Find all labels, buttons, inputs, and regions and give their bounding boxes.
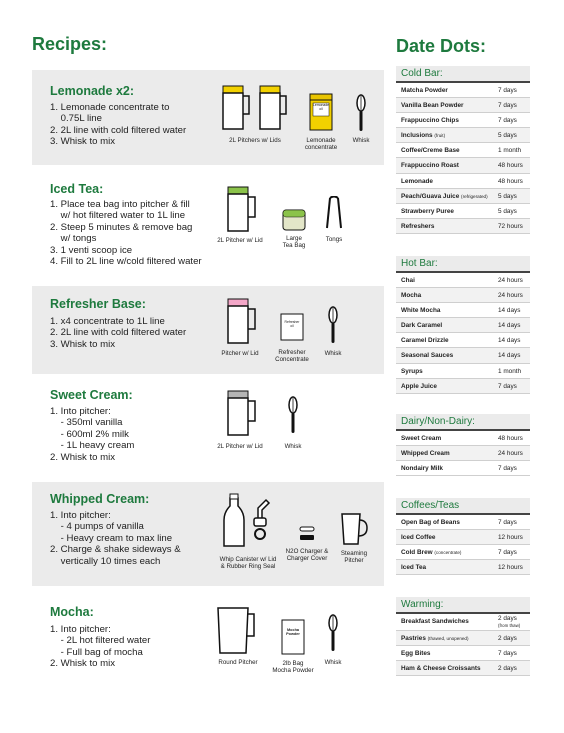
date-dots-hot-bar: [396, 256, 530, 394]
item-shelf-life: 2 days: [498, 635, 517, 642]
mocha-powder-bag-icon: [270, 618, 316, 656]
item-shelf-life: 24 hours: [498, 450, 523, 458]
date-row: [396, 560, 530, 575]
equipment-whisk: [346, 94, 376, 154]
date-row: [396, 545, 530, 560]
item-shelf-life: 24 hours: [498, 277, 523, 284]
pitcher-pink-lid-icon: [212, 296, 268, 346]
item-shelf-life: 7 days: [498, 549, 517, 557]
mocha-bag-box-text: Mocha Powder: [286, 628, 300, 637]
recipe-step: 1. Into pitcher:: [50, 624, 111, 635]
recipe-step: 2. Steep 5 minutes & remove bag: [50, 221, 193, 233]
recipe-title: Refresher Base:: [50, 297, 146, 311]
equipment-whisk: [278, 396, 308, 456]
date-row: [396, 461, 530, 476]
item-name-text: Pastries: [401, 635, 426, 642]
equipment-pitcher: [208, 388, 272, 468]
equipment-n2o-charger: [282, 524, 332, 574]
date-row: [396, 379, 530, 394]
round-pitcher-icon: [208, 606, 268, 656]
recipe-steps: [50, 102, 225, 148]
item-name: Iced Tea: [401, 564, 427, 572]
item-shelf-life: 14 days: [498, 322, 521, 330]
whip-canister-icon: [216, 490, 280, 550]
item-note: (concentrate): [434, 550, 462, 556]
item-name: Coffee/Creme Base: [401, 147, 460, 155]
recipe-steps: [50, 510, 225, 567]
date-row: [396, 348, 530, 363]
item-shelf-life: 12 hours: [498, 534, 523, 542]
recipe-title: Sweet Cream:: [50, 388, 133, 402]
whisk-icon: [278, 396, 308, 436]
date-dots-cold-bar: [396, 66, 530, 234]
equipment-whip-canister: [216, 490, 280, 580]
item-name: Lemonade: [401, 177, 433, 185]
item-name: [401, 545, 461, 560]
item-shelf-life: 48 hours: [498, 162, 523, 170]
item-name: Apple Juice: [401, 382, 437, 390]
date-dots-title: Date Dots:: [396, 36, 487, 56]
date-row: [396, 113, 530, 128]
equipment-label: Refresher Concentrate: [275, 349, 309, 364]
item-name: Vanilla Bean Powder: [401, 102, 464, 110]
item-shelf-life: 14 days: [498, 307, 521, 315]
recipe-step: 1. Into pitcher:: [50, 406, 111, 417]
date-row: [396, 614, 530, 631]
item-name: Refreshers: [401, 222, 435, 230]
item-name: [401, 128, 445, 143]
item-value-note: (from thaw): [498, 622, 521, 628]
equipment-label: 2L Pitcher w/ Lid: [217, 443, 263, 450]
item-shelf-life: 1 month: [498, 147, 522, 155]
tea-bag-icon: [278, 208, 310, 232]
item-shelf-life: 7 days: [498, 519, 517, 526]
item-shelf-life: 7 days: [498, 87, 517, 94]
recipe-step: - Full bag of mocha: [50, 646, 143, 658]
recipe-step: 3. Whisk to mix: [50, 338, 116, 350]
recipe-iced-tea: [32, 170, 384, 280]
date-row: [396, 364, 530, 379]
recipe-step: 2. 2L line with cold filtered water: [50, 124, 187, 136]
item-shelf-life: 48 hours: [498, 435, 523, 442]
concentrate-box-text: Lemonade oil: [313, 103, 330, 111]
item-name: Chai: [401, 277, 415, 284]
recipe-step: w/ tongs: [50, 233, 97, 245]
recipe-step: 0.75L line: [50, 113, 102, 125]
equipment-label: Whisk: [324, 659, 342, 666]
recipe-step: 4. Fill to 2L line w/cold filtered water: [50, 256, 202, 268]
equipment-label: 2L Pitchers w/ Lids: [229, 137, 281, 144]
recipe-step: - 2L hot filtered water: [50, 635, 151, 647]
equipment-concentrate: [270, 312, 314, 372]
date-row: [396, 661, 530, 676]
item-shelf-life: 7 days: [498, 382, 517, 390]
item-name: [401, 631, 469, 646]
equipment-label: Steaming Pitcher: [340, 550, 368, 565]
section-title: Coffees/Teas: [396, 498, 530, 513]
whisk-icon: [346, 94, 376, 134]
recipe-steps: [50, 624, 225, 670]
section-title: Dairy/Non-Dairy:: [396, 414, 530, 429]
item-name: Sweet Cream: [401, 435, 442, 442]
date-row: [396, 143, 530, 158]
item-name: Ham & Cheese Croissants: [401, 665, 481, 673]
n2o-charger-icon: [282, 524, 332, 544]
recipe-title: Mocha:: [50, 605, 94, 619]
pitcher-green-lid-icon: [212, 184, 268, 234]
equipment-concentrate: [298, 92, 344, 162]
section-title: Cold Bar:: [396, 66, 530, 81]
item-note: (refrigerated): [461, 193, 488, 199]
item-name: Nondairy Milk: [401, 465, 443, 473]
equipment-label: Round Pitcher: [218, 659, 258, 666]
equipment-label: Whip Canister w/ Lid & Rubber Ring Seal: [219, 556, 277, 571]
lemonade-concentrate-icon: [298, 92, 344, 132]
tongs-icon: [318, 196, 350, 232]
recipe-steps: [50, 406, 225, 463]
date-row: [396, 273, 530, 288]
whisk-icon: [318, 614, 348, 654]
item-name: Seasonal Sauces: [401, 352, 454, 360]
equipment-tea-bag: [278, 208, 310, 268]
item-shelf-life: 5 days: [498, 192, 517, 200]
equipment-whisk: [318, 614, 348, 674]
item-name: Frappuccino Roast: [401, 162, 459, 170]
item-shelf-life: [498, 616, 520, 629]
equipment-pitchers: [220, 82, 290, 162]
recipe-step: - 1L heavy cream: [50, 440, 135, 452]
date-row: [396, 189, 530, 204]
recipe-step: vertically 10 times each: [50, 555, 161, 567]
item-shelf-life: 24 hours: [498, 292, 523, 300]
recipe-steps: [50, 316, 225, 350]
section-title: Warming:: [396, 597, 530, 612]
date-row: [396, 530, 530, 545]
recipe-title: Lemonade x2:: [50, 84, 135, 98]
date-row: [396, 158, 530, 173]
equipment-round-pitcher: [208, 606, 268, 676]
item-shelf-life: 12 hours: [498, 564, 523, 572]
item-name: Egg Bites: [401, 650, 431, 658]
item-name: Iced Coffee: [401, 534, 436, 542]
date-row: [396, 303, 530, 318]
recipe-step: 1. x4 concentrate to 1L line: [50, 316, 165, 327]
two-pitchers-yellow-lids-icon: [220, 82, 290, 132]
recipe-step: 3. 1 venti scoop ice: [50, 244, 133, 256]
whisk-icon: [318, 306, 348, 346]
recipes-title: Recipes:: [32, 34, 108, 54]
date-dots-dairy: [396, 414, 530, 476]
item-shelf-life: 14 days: [498, 337, 521, 345]
pitcher-gray-lid-icon: [208, 388, 272, 438]
item-shelf-life: 72 hours: [498, 222, 523, 230]
date-row: [396, 83, 530, 98]
recipe-title: Whipped Cream:: [50, 492, 150, 506]
date-dots-warming: [396, 597, 530, 676]
item-name: Matcha Powder: [401, 87, 448, 94]
date-dots-coffees-teas: [396, 498, 530, 575]
equipment-label: Pitcher w/ Lid: [221, 350, 259, 357]
item-name: Whipped Cream: [401, 450, 450, 458]
date-row: [396, 204, 530, 219]
date-row: [396, 631, 530, 646]
item-note: (fruit): [434, 133, 446, 139]
equipment-label: Tongs: [325, 236, 343, 243]
item-name: Breakfast Sandwiches: [401, 618, 469, 625]
item-shelf-life: 1 month: [498, 367, 522, 375]
date-row: [396, 446, 530, 461]
equipment-mocha-bag: [270, 618, 316, 688]
date-row: [396, 98, 530, 113]
item-name: Mocha: [401, 292, 422, 300]
recipe-step: - 350ml vanilla: [50, 417, 123, 429]
date-row: [396, 646, 530, 661]
recipe-sweet-cream: [32, 378, 384, 478]
date-row: [396, 288, 530, 303]
item-name: Frappuccino Chips: [401, 117, 459, 125]
concentrate-box-text: Refresher oil: [284, 320, 300, 328]
equipment-pitcher: [212, 184, 268, 264]
date-row: [396, 333, 530, 348]
date-row: [396, 431, 530, 446]
recipe-title: Iced Tea:: [50, 182, 104, 196]
date-row: [396, 128, 530, 143]
equipment-label: Whisk: [324, 350, 342, 357]
item-shelf-life: 7 days: [498, 650, 517, 658]
item-shelf-life: 2 days: [498, 665, 517, 673]
item-name: [401, 189, 488, 204]
item-name: Syrups: [401, 367, 423, 375]
recipe-step: - 600ml 2% milk: [50, 428, 129, 440]
recipe-step: 3. Whisk to mix: [50, 136, 116, 148]
item-shelf-life: 48 hours: [498, 177, 523, 185]
item-name-text: Cold Brew: [401, 549, 433, 557]
item-shelf-life: 7 days: [498, 117, 517, 125]
item-name: Dark Caramel: [401, 322, 443, 330]
equipment-tongs: [318, 196, 350, 256]
item-shelf-life-value: 2 days: [498, 615, 517, 622]
item-name: Strawberry Puree: [401, 207, 454, 215]
item-name: Open Bag of Beans: [401, 519, 460, 526]
recipe-step: - 4 pumps of vanilla: [50, 521, 144, 533]
date-row: [396, 174, 530, 189]
item-name-text: Peach/Guava Juice: [401, 192, 460, 200]
recipe-lemonade: [32, 70, 384, 165]
recipe-mocha: [32, 592, 384, 692]
recipe-step: 2. 2L line with cold filtered water: [50, 327, 187, 339]
date-row: [396, 219, 530, 234]
equipment-label: Large Tea Bag: [282, 235, 306, 250]
recipe-step: 1. Lemonade concentrate to: [50, 102, 170, 113]
equipment-whisk: [318, 306, 348, 366]
item-shelf-life: 7 days: [498, 465, 517, 473]
item-shelf-life: 5 days: [498, 207, 517, 215]
recipe-refresher-base: [32, 286, 384, 374]
item-note: (thawed, unopened): [427, 636, 469, 641]
recipe-step: 1. Place tea bag into pitcher & fill: [50, 199, 190, 210]
recipe-step: 2. Whisk to mix: [50, 451, 116, 463]
date-row: [396, 318, 530, 333]
item-name: White Mocha: [401, 307, 441, 315]
section-title: Hot Bar:: [396, 256, 530, 271]
recipe-step: 2. Whisk to mix: [50, 658, 116, 670]
equipment-label: N2O Charger & Charger Cover: [285, 548, 329, 563]
item-shelf-life: 7 days: [498, 102, 517, 110]
equipment-pitcher: [212, 296, 268, 374]
steaming-pitcher-icon: [334, 510, 374, 546]
item-name: Caramel Drizzle: [401, 337, 449, 345]
equipment-label: 2lb Bag Mocha Powder: [272, 660, 314, 675]
recipe-step: 2. Charge & shake sideways &: [50, 544, 181, 556]
equipment-label: Whisk: [284, 443, 302, 450]
equipment-label: Lemonade concentrate: [304, 137, 338, 152]
item-shelf-life: 14 days: [498, 352, 521, 360]
recipe-step: 1. Into pitcher:: [50, 510, 111, 521]
date-row: [396, 515, 530, 530]
recipe-whipped-cream: [32, 482, 384, 586]
item-shelf-life: 5 days: [498, 132, 517, 140]
recipe-step: - Heavy cream to max line: [50, 532, 173, 544]
equipment-steaming-pitcher: [334, 510, 374, 570]
recipe-step: w/ hot filtered water to 1L line: [50, 210, 186, 222]
item-name-text: Inclusions: [401, 132, 433, 140]
equipment-label: 2L Pitcher w/ Lid: [217, 237, 263, 244]
equipment-label: Whisk: [352, 137, 370, 144]
